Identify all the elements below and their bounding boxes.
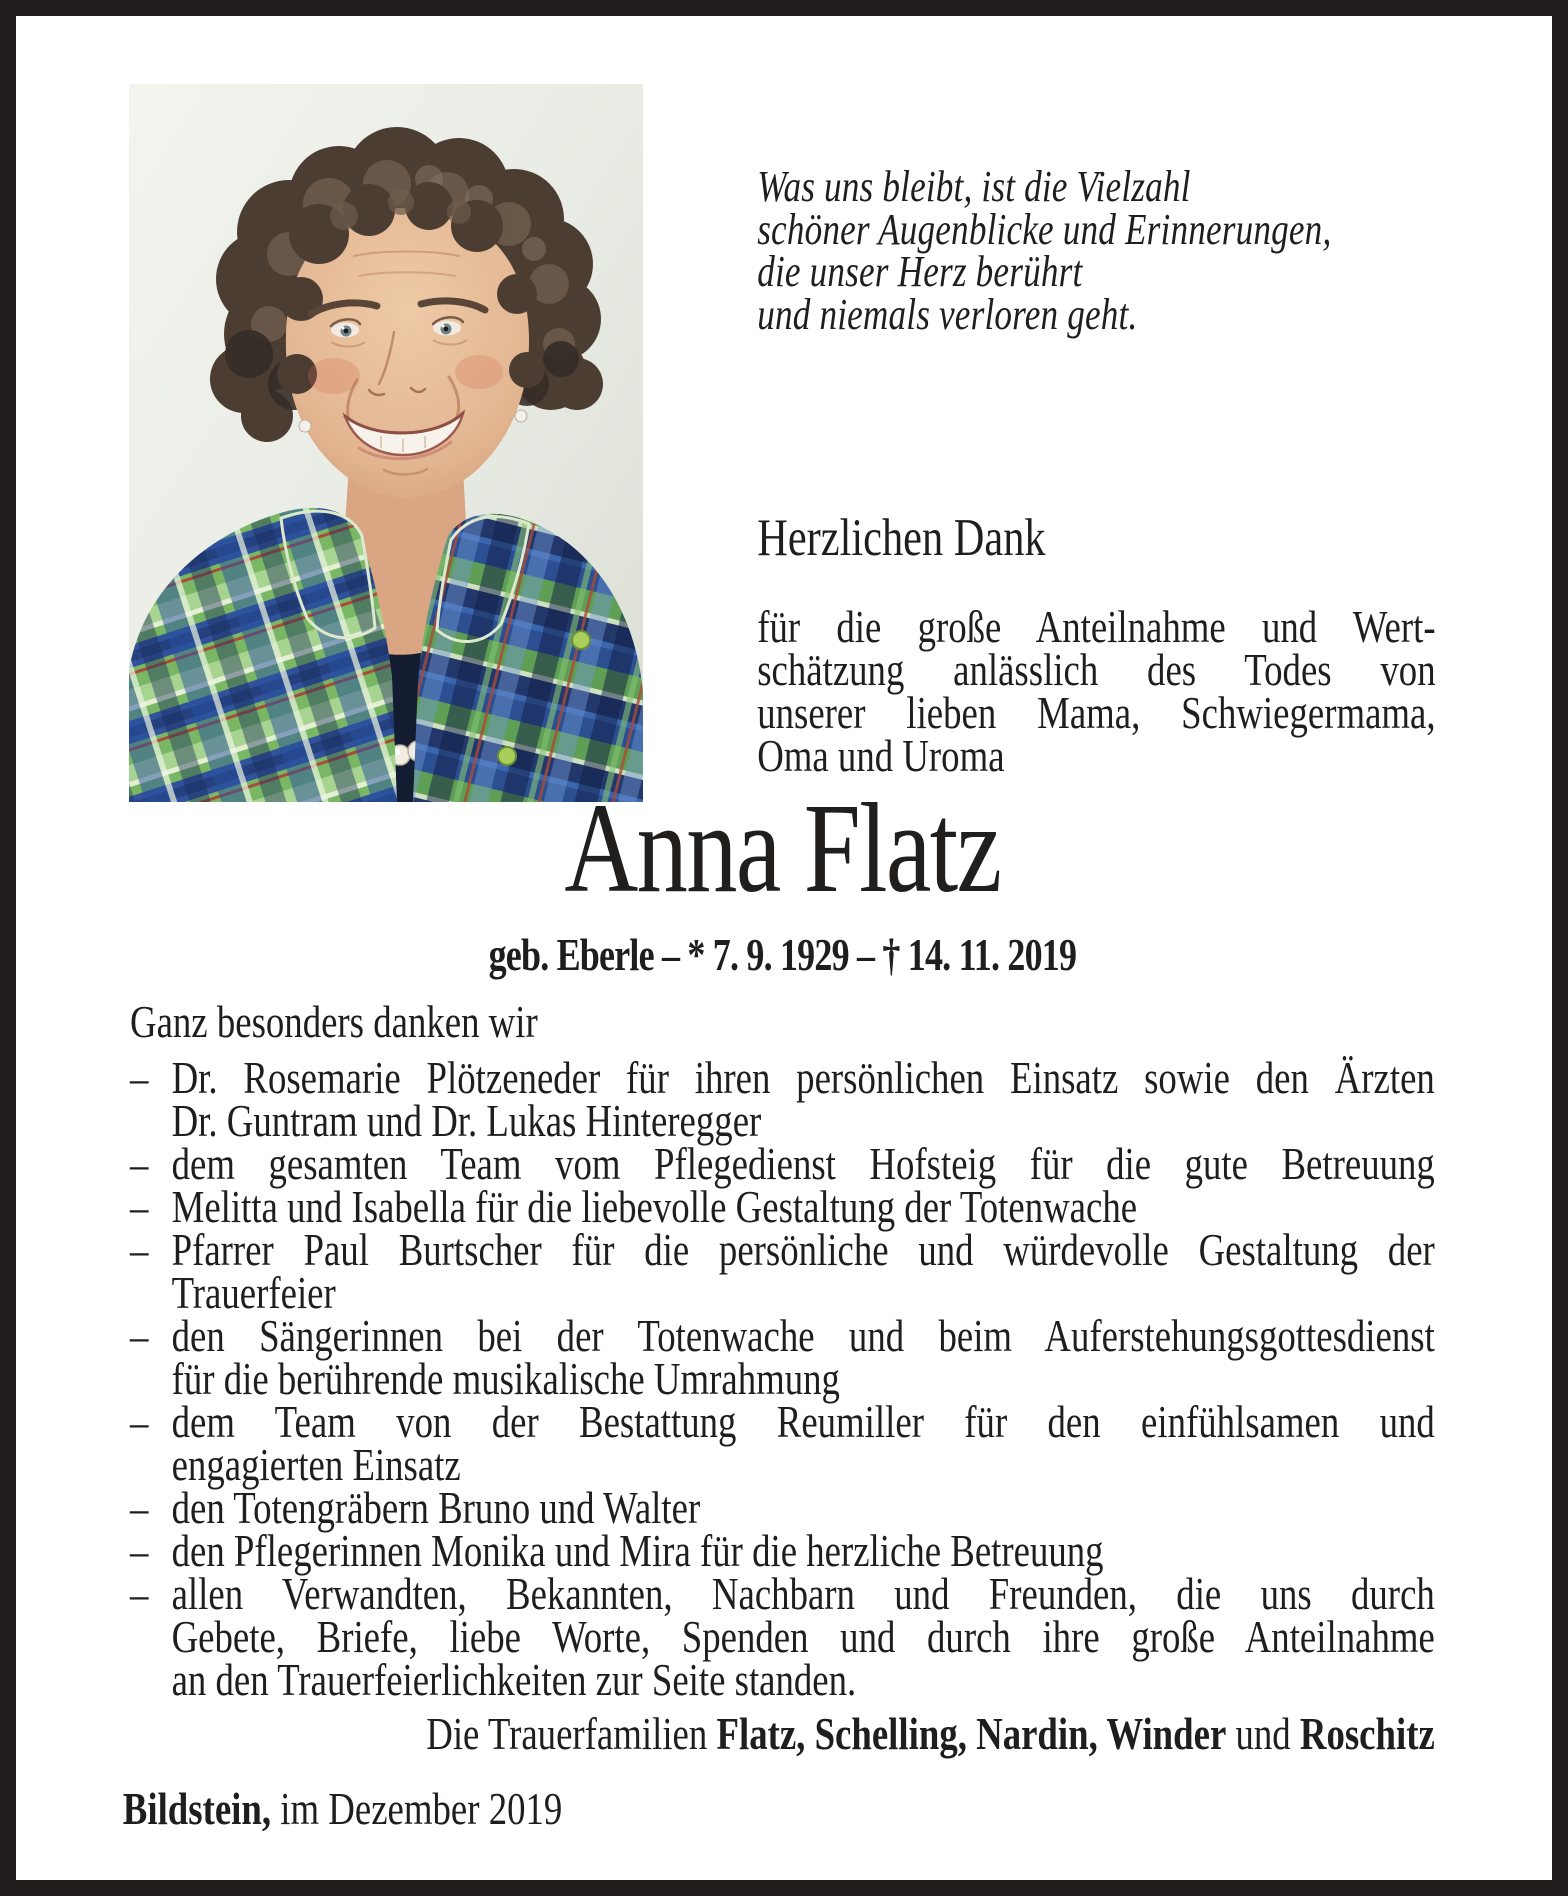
deceased-dates: geb. Eberle – * 7. 9. 1929 – † 14. 11. 2019: [488, 930, 1077, 980]
thanks-list: [130, 1052, 1435, 1705]
text-line: die unser Herz berührt: [757, 247, 1083, 296]
text-line: – Pfarrer Paul Burtscher für die persönliche und würdevolle Gestaltung der: [130, 1224, 1435, 1275]
text-line: – allen Verwandten, Bekannten, Nachbarn und Freunden, die uns durch: [130, 1568, 1435, 1619]
text-line: unserer lieben Mama, Schwiegermama,: [757, 687, 1436, 738]
list-dash: –: [130, 1525, 149, 1576]
text-line: schöner Augenblicke und Erinnerungen,: [757, 204, 1332, 254]
thanks-intro: Ganz besonders danken wir: [130, 996, 538, 1047]
thanks-paragraph: [757, 601, 1436, 781]
list-dash: –: [130, 1396, 149, 1447]
list-dash: –: [130, 1138, 149, 1189]
text-line: Trauerfeier: [171, 1267, 336, 1318]
text-line: für die berührende musikalische Umrahmung: [171, 1353, 840, 1404]
text-line: – den Pflegerinnen Monika und Mira für die herzliche Betreuung: [130, 1525, 1104, 1576]
bold-text-segment: Flatz, Schelling, Nardin, Winder: [716, 1708, 1227, 1759]
text-line: – dem Team von der Bestattung Reumiller für den einfühlsamen und: [130, 1396, 1435, 1447]
bold-text-segment: Bildstein,: [122, 1783, 272, 1834]
text-line: Oma und Uroma: [757, 730, 1005, 781]
list-dash: –: [130, 1568, 149, 1619]
text-line: und niemals verloren geht.: [757, 289, 1138, 339]
text-line: an den Trauerfeierlichkeiten zur Seite standen.: [171, 1654, 857, 1705]
list-dash: –: [130, 1224, 149, 1275]
list-dash: –: [130, 1310, 149, 1361]
text-line: – Dr. Rosemarie Plötzeneder für ihren persönlichen Einsatz sowie den Ärzten: [130, 1052, 1435, 1103]
text-line: Dr. Guntram und Dr. Lukas Hinteregger: [171, 1095, 762, 1146]
text-line: – dem gesamten Team vom Pflegedienst Hofsteig für die gute Betreuung: [130, 1138, 1435, 1189]
text-line: Was uns bleibt, ist die Vielzahl: [757, 162, 1191, 211]
text-line: für die große Anteilnahme und Wert-: [757, 601, 1436, 652]
text-segment: Die Trauerfamilien: [426, 1708, 717, 1759]
families-line: [130, 1708, 1435, 1759]
memorial-quote: [757, 162, 1332, 339]
text-line: schätzung anlässlich des Todes von: [757, 644, 1436, 695]
text-line: engagierten Einsatz: [171, 1439, 461, 1490]
text-line: Gebete, Briefe, liebe Worte, Spenden und durch ihre große Anteilnahme: [171, 1611, 1435, 1662]
list-dash: –: [130, 1052, 149, 1103]
text-segment: und: [1226, 1708, 1300, 1759]
place-date-line: [122, 1783, 563, 1834]
bold-text-segment: Roschitz: [1299, 1708, 1435, 1759]
deceased-name: Anna Flatz: [564, 777, 1001, 919]
list-dash: –: [130, 1482, 149, 1533]
list-dash: –: [130, 1181, 149, 1232]
thanks-heading: Herzlichen Dank: [757, 509, 1046, 567]
text-line: – Melitta und Isabella für die liebevolle Gestaltung der Totenwache: [130, 1181, 1138, 1232]
text-segment: im Dezember 2019: [271, 1783, 563, 1834]
text-line: – den Totengräbern Bruno und Walter: [130, 1482, 701, 1533]
content-column: [122, 0, 1436, 1896]
text-line: – den Sängerinnen bei der Totenwache und beim Auferstehungsgottesdienst: [130, 1310, 1435, 1361]
